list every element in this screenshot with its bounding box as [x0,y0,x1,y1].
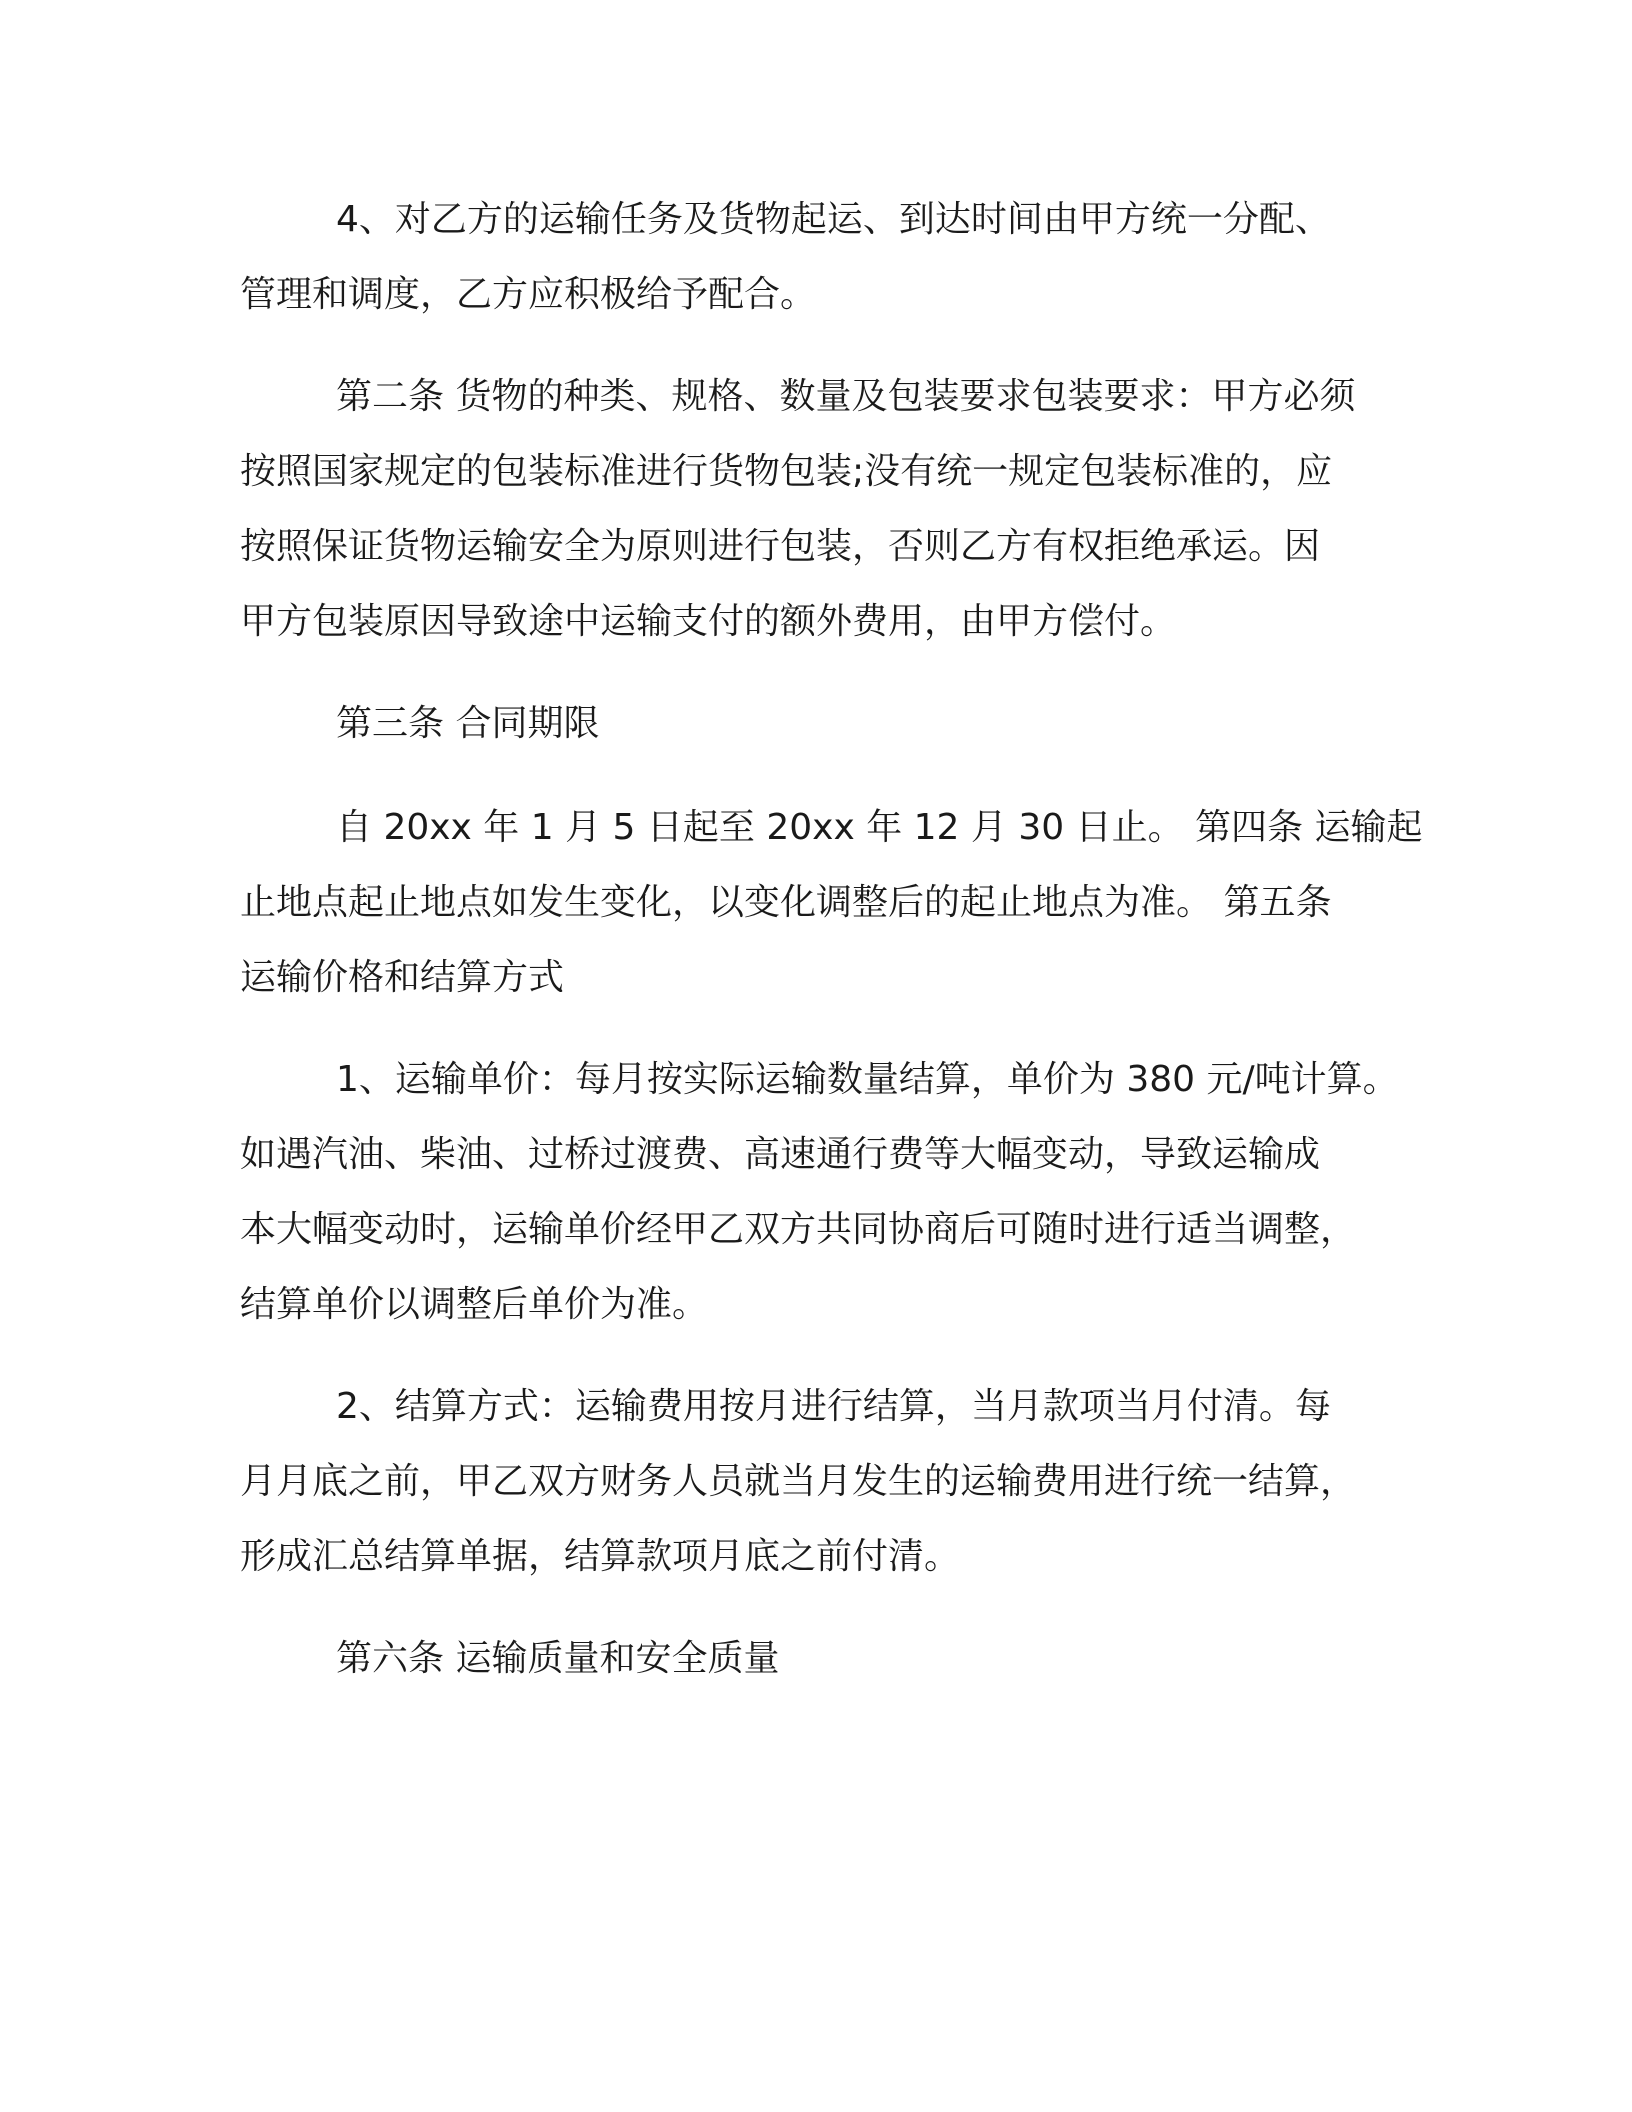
paragraph-2-line-2: 按照国家规定的包装标准进行货物包装;没有统一规定包装标准的，应 [240,451,1333,492]
paragraph-5-line-4: 结算单价以调整后单价为准。 [240,1284,709,1325]
paragraph-6-line-2: 月月底之前，甲乙双方财务人员就当月发生的运输费用进行统一结算， [240,1461,1357,1502]
paragraph-6-line-1: 2、结算方式：运输费用按月进行结算，当月款项当月付清。每 [336,1386,1331,1427]
paragraph-2-line-4: 甲方包装原因导致途中运输支付的额外费用，由甲方偿付。 [240,601,1177,642]
paragraph-5-line-2: 如遇汽油、柴油、过桥过渡费、高速通行费等大幅变动，导致运输成 [240,1134,1321,1175]
paragraph-3-line-1: 第三条 合同期限 [336,703,600,744]
paragraph-6-line-3: 形成汇总结算单据，结算款项月底之前付清。 [240,1536,961,1577]
paragraph-4-line-1: 自 20xx 年 1 月 5 日起至 20xx 年 12 月 30 日止。 第四条 运输起 [336,807,1423,848]
paragraph-2-line-3: 按照保证货物运输安全为原则进行包装，否则乙方有权拒绝承运。因 [240,526,1321,567]
paragraph-4-line-3: 运输价格和结算方式 [240,957,565,998]
paragraph-5-line-3: 本大幅变动时，运输单价经甲乙双方共同协商后可随时进行适当调整， [240,1209,1357,1250]
paragraph-4-line-2: 止地点起止地点如发生变化，以变化调整后的起止地点为准。 第五条 [240,882,1332,923]
paragraph-5-line-1: 1、运输单价：每月按实际运输数量结算，单价为 380 元/吨计算。 [336,1059,1399,1100]
paragraph-2-line-1: 第二条 货物的种类、规格、数量及包装要求包装要求：甲方必须 [336,376,1356,417]
paragraph-1-line-2: 管理和调度，乙方应积极给予配合。 [240,274,817,315]
paragraph-1-line-1: 4、对乙方的运输任务及货物起运、到达时间由甲方统一分配、 [336,199,1331,240]
paragraph-7-line-1: 第六条 运输质量和安全质量 [336,1638,780,1679]
